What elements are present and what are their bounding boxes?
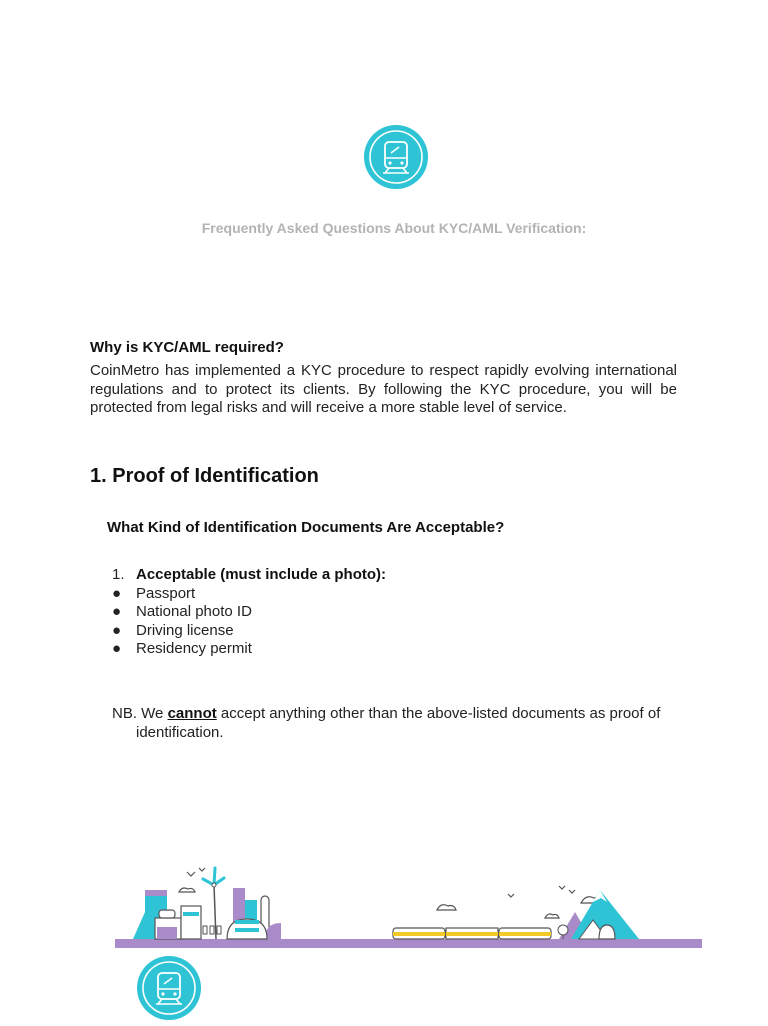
kyc-answer-paragraph: CoinMetro has implemented a KYC procedure to respect rapidly evolving international regulations and to protect its clients. By following the KYC procedure, you will be protected from legal risks and will receive a more stable level of service.: [90, 362, 677, 416]
train-badge-icon: [363, 124, 429, 190]
list-title: Acceptable (must include a photo):: [136, 566, 387, 583]
acceptable-documents-list: [112, 566, 386, 659]
nb-emphasis: cannot: [167, 705, 217, 722]
bullet-icon: ●: [112, 640, 122, 657]
faq-title: Frequently Asked Questions About KYC/AML Verification:: [201, 220, 587, 236]
identification-subheading: What Kind of Identification Documents Are Acceptable?: [107, 519, 505, 536]
list-title-row: [112, 566, 386, 585]
bullet-icon: ●: [112, 621, 122, 639]
list-item-label: Driving license: [136, 621, 234, 639]
list-item-label: Residency permit: [136, 640, 252, 657]
list-number: 1.: [112, 566, 125, 583]
list-item-label: National photo ID: [136, 603, 252, 620]
city-train-mountains-illustration: [115, 860, 705, 957]
bullet-icon: ●: [112, 603, 122, 620]
nb-prefix: NB. We: [112, 705, 168, 722]
section-heading-identification: 1. Proof of Identification: [90, 465, 319, 487]
list-item-label: Passport: [136, 584, 196, 602]
list-item: [112, 640, 386, 659]
list-item: [112, 603, 386, 622]
kyc-question-heading: Why is KYC/AML required?: [90, 339, 284, 356]
nb-suffix: accept anything other than the above-listed documents as proof of identification.: [136, 705, 661, 741]
bullet-icon: ●: [112, 584, 122, 602]
nb-note: [112, 705, 702, 742]
list-item: [112, 622, 386, 641]
list-item: [112, 585, 386, 604]
train-badge-icon: [136, 955, 202, 1021]
